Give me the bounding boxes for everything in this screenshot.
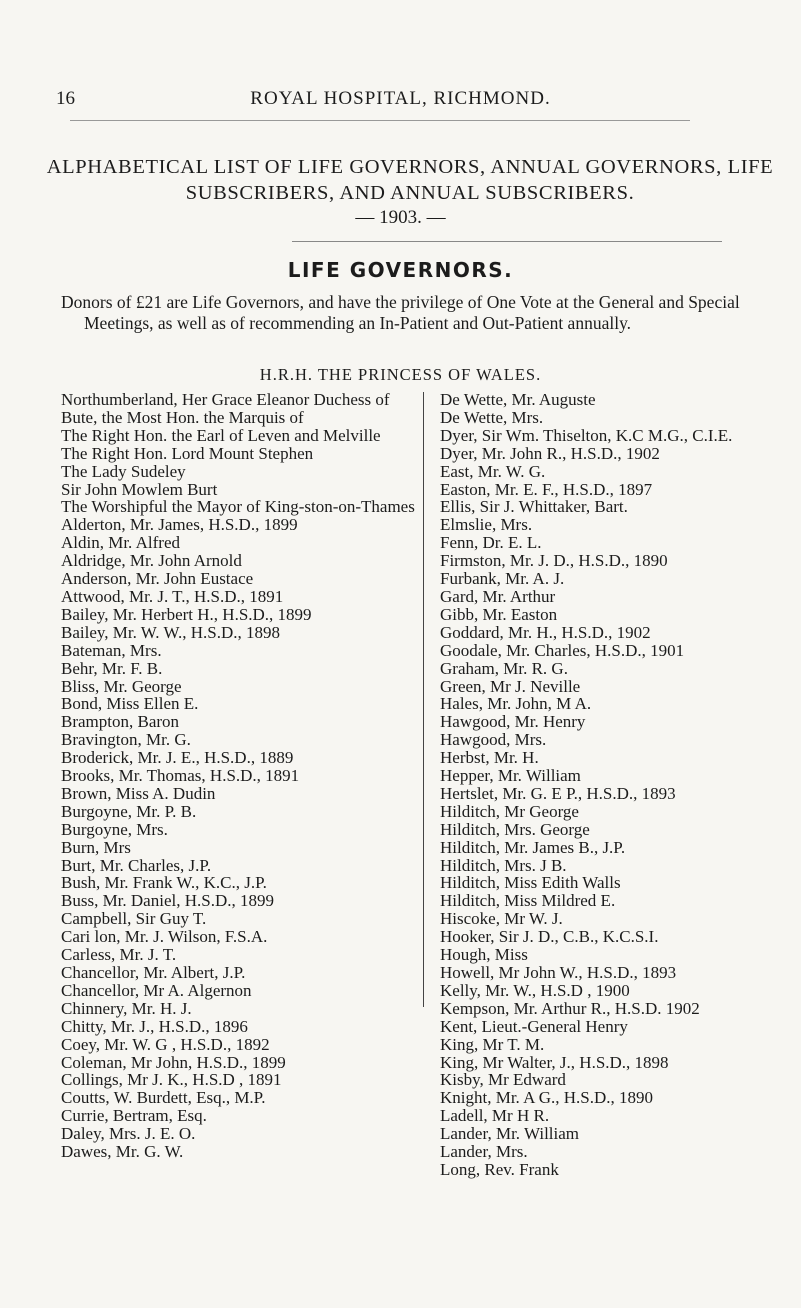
list-item: Gard, Mr. Arthur xyxy=(440,586,556,606)
list-item: Hiscoke, Mr W. J. xyxy=(440,909,563,929)
list-item: Buss, Mr. Daniel, H.S.D., 1899 xyxy=(61,891,274,911)
list-item: Bravington, Mr. G. xyxy=(61,730,191,750)
list-item: Broderick, Mr. J. E., H.S.D., 1889 xyxy=(61,748,294,768)
section-heading: LIFE GOVERNORS. xyxy=(287,258,514,282)
list-item: Herbst, Mr. H. xyxy=(440,748,539,768)
list-item: Kelly, Mr. W., H.S.D , 1900 xyxy=(440,980,630,1000)
list-item: Chinnery, Mr. H. J. xyxy=(61,998,192,1018)
list-item: Bush, Mr. Frank W., K.C., J.P. xyxy=(61,873,267,893)
list-item: Ladell, Mr H R. xyxy=(440,1106,550,1126)
list-item: Bond, Miss Ellen E. xyxy=(61,694,199,714)
list-item: Chancellor, Mr A. Algernon xyxy=(61,980,252,1000)
list-item: Aldridge, Mr. John Arnold xyxy=(61,551,242,571)
list-item: Cari lon, Mr. J. Wilson, F.S.A. xyxy=(61,927,268,947)
list-item: Dyer, Sir Wm. Thiselton, K.C M.G., C.I.E. xyxy=(440,425,733,445)
list-item: Ellis, Sir J. Whittaker, Bart. xyxy=(440,497,628,517)
header-rule xyxy=(70,120,690,121)
list-item: Goddard, Mr. H., H.S.D., 1902 xyxy=(440,622,651,642)
list-title: ALPHABETICAL LIST OF LIFE GOVERNORS, ANNUAL GOVERNORS, LIFE SUBSCRIBERS, AND ANNUAL SUBSCRIBERS. xyxy=(46,156,774,204)
list-item: Attwood, Mr. J. T., H.S.D., 1891 xyxy=(61,586,284,606)
list-item: Bateman, Mrs. xyxy=(61,640,162,660)
list-item: The Worshipful the Mayor of King-ston-on-Thames xyxy=(61,497,415,517)
list-item: Chitty, Mr. J., H.S.D., 1896 xyxy=(61,1016,248,1036)
page-number: 16 xyxy=(56,88,75,109)
list-item: Burt, Mr. Charles, J.P. xyxy=(61,855,212,875)
list-item: Hooker, Sir J. D., C.B., K.C.S.I. xyxy=(440,927,659,947)
intro-paragraph: Donors of £21 are Life Governors, and have the privilege of One Vote at the General and Special Meetings, as well as of recommending an In-Patient and Out-Patient annually. xyxy=(61,292,740,333)
list-item: Easton, Mr. E. F., H.S.D., 1897 xyxy=(440,479,653,499)
list-item: Bliss, Mr. George xyxy=(61,676,182,696)
list-item: Dyer, Mr. John R., H.S.D., 1902 xyxy=(440,443,660,463)
list-item: Burgoyne, Mr. P. B. xyxy=(61,801,197,821)
list-item: Lander, Mr. William xyxy=(440,1124,580,1144)
list-item: Brown, Miss A. Dudin xyxy=(61,783,216,803)
list-item: East, Mr. W. G. xyxy=(440,461,546,481)
running-header: ROYAL HOSPITAL, RICHMOND. xyxy=(250,88,551,109)
list-item: Gibb, Mr. Easton xyxy=(440,604,558,624)
list-item: King, Mr T. M. xyxy=(440,1034,545,1054)
list-item: The Lady Sudeley xyxy=(61,461,186,481)
section-intro xyxy=(61,292,761,334)
list-item: De Wette, Mr. Auguste xyxy=(440,390,596,409)
list-item: Long, Rev. Frank xyxy=(440,1159,559,1179)
left-column-list xyxy=(61,391,421,1161)
list-item: Kempson, Mr. Arthur R., H.S.D. 1902 xyxy=(440,998,700,1018)
list-item: Alderton, Mr. James, H.S.D., 1899 xyxy=(61,515,298,535)
list-item: Burn, Mrs xyxy=(61,837,131,857)
section-rule xyxy=(292,241,722,242)
list-item: Aldin, Mr. Alfred xyxy=(61,533,180,553)
list-item: Behr, Mr. F. B. xyxy=(61,658,163,678)
list-item: Hough, Miss xyxy=(440,945,528,965)
list-item: Anderson, Mr. John Eustace xyxy=(61,569,254,589)
list-item: Hilditch, Mr George xyxy=(440,801,579,821)
list-item: Bailey, Mr. Herbert H., H.S.D., 1899 xyxy=(61,604,312,624)
list-item: Lander, Mrs. xyxy=(440,1142,528,1162)
list-item: Hawgood, Mr. Henry xyxy=(440,712,586,732)
list-item: The Right Hon. the Earl of Leven and Melville xyxy=(61,425,381,445)
list-item: Furbank, Mr. A. J. xyxy=(440,569,565,589)
list-item: Bute, the Most Hon. the Marquis of xyxy=(61,407,304,427)
list-item: Brooks, Mr. Thomas, H.S.D., 1891 xyxy=(61,766,300,786)
list-item: Graham, Mr. R. G. xyxy=(440,658,568,678)
list-item: Hilditch, Mrs. George xyxy=(440,819,590,839)
list-item: Hawgood, Mrs. xyxy=(440,730,547,750)
list-item: Burgoyne, Mrs. xyxy=(61,819,168,839)
column-divider xyxy=(423,392,424,1007)
list-item: Knight, Mr. A G., H.S.D., 1890 xyxy=(440,1088,653,1108)
list-item: Northumberland, Her Grace Eleanor Duchess of xyxy=(61,390,390,409)
list-item: Fenn, Dr. E. L. xyxy=(440,533,542,553)
list-item: Firmston, Mr. J. D., H.S.D., 1890 xyxy=(440,551,668,571)
list-item: King, Mr Walter, J., H.S.D., 1898 xyxy=(440,1052,669,1072)
list-item: Hilditch, Miss Edith Walls xyxy=(440,873,621,893)
list-item: Hepper, Mr. William xyxy=(440,766,581,786)
list-item: Coleman, Mr John, H.S.D., 1899 xyxy=(61,1052,286,1072)
list-item: Hilditch, Miss Mildred E. xyxy=(440,891,616,911)
list-item: Coey, Mr. W. G , H.S.D., 1892 xyxy=(61,1034,270,1054)
list-item: Elmslie, Mrs. xyxy=(440,515,533,535)
list-item: Hilditch, Mr. James B., J.P. xyxy=(440,837,626,857)
list-item: Howell, Mr John W., H.S.D., 1893 xyxy=(440,963,677,982)
list-year: — 1903. — xyxy=(355,207,446,228)
list-item: Currie, Bertram, Esq. xyxy=(61,1106,207,1126)
list-item: Collings, Mr J. K., H.S.D , 1891 xyxy=(61,1070,282,1090)
list-item: Chancellor, Mr. Albert, J.P. xyxy=(61,963,246,982)
list-item: Carless, Mr. J. T. xyxy=(61,945,177,965)
list-item: Brampton, Baron xyxy=(61,712,180,732)
list-item: Sir John Mowlem Burt xyxy=(61,479,218,499)
list-item: Coutts, W. Burdett, Esq., M.P. xyxy=(61,1088,266,1108)
list-item: Kent, Lieut.-General Henry xyxy=(440,1016,628,1036)
patron-line: H.R.H. THE PRINCESS OF WALES. xyxy=(259,365,542,384)
list-item: Goodale, Mr. Charles, H.S.D., 1901 xyxy=(440,640,685,660)
list-item: The Right Hon. Lord Mount Stephen xyxy=(61,443,314,463)
list-item: Kisby, Mr Edward xyxy=(440,1070,566,1090)
list-item: Campbell, Sir Guy T. xyxy=(61,909,207,929)
list-item: Hales, Mr. John, M A. xyxy=(440,694,592,714)
list-item: Dawes, Mr. G. W. xyxy=(61,1142,184,1162)
list-item: Green, Mr J. Neville xyxy=(440,676,581,696)
list-item: Daley, Mrs. J. E. O. xyxy=(61,1124,196,1144)
list-item: Hilditch, Mrs. J B. xyxy=(440,855,567,875)
list-item: De Wette, Mrs. xyxy=(440,407,544,427)
list-item: Hertslet, Mr. G. E P., H.S.D., 1893 xyxy=(440,783,676,803)
right-column-list xyxy=(440,391,790,1179)
list-item: Bailey, Mr. W. W., H.S.D., 1898 xyxy=(61,622,280,642)
